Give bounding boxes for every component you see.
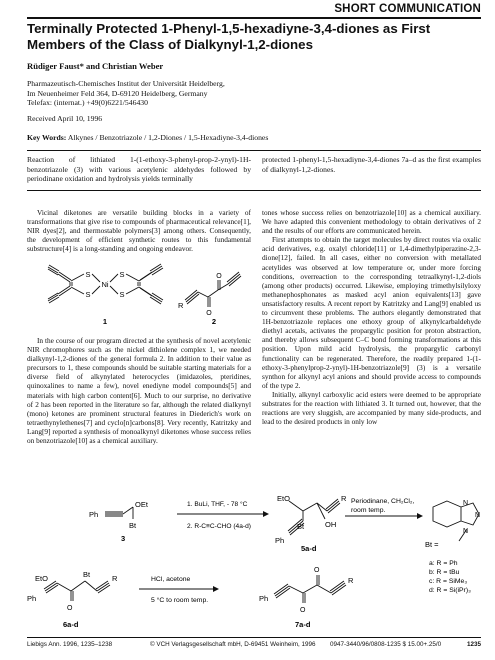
atom-ni: Ni [101,280,109,289]
body-right [262,208,481,426]
r-def-b: b: R = tBu [429,569,460,576]
step2-line2: room temp. [351,507,386,514]
group-ph: Ph [259,594,269,603]
group-oet: OEt [135,500,148,509]
step3-line1: HCl, acetone [151,576,191,583]
group-r: R [112,574,118,583]
r-def-a: a: R = Ph [429,560,458,567]
arrow-head [417,513,423,519]
atom-n: N [475,512,481,519]
atom-s: S [119,290,125,299]
page-number: 1235 [466,641,481,648]
footer-rule [27,637,481,638]
group-bt: Bt [297,522,305,531]
r-group: R [178,301,184,310]
bt-definition: Bt = [425,540,439,549]
step1-line2: 2. R-C≡C-CHO (4a-d) [187,523,251,530]
compound-label-5: 5a-d [301,544,317,553]
group-bt: Bt [83,570,91,579]
structures-1-2 [38,252,243,330]
group-ph: Ph [27,594,37,603]
footer-journal: Liebigs Ann. 1996, 1235–1238 [27,641,113,648]
arrow-head [213,586,219,592]
paragraph: tones whose success relies on benzotriazole[10] as a chemical auxiliary. We have adapted this convenient methodology to obtain derivatives of 2 and the results of our efforts are communicated herein. [262,208,481,236]
group-bt: Bt [129,521,137,530]
affiliation-line-2: Im Neuenheimer Feld 364, D-69120 Heidelberg, Germany [27,88,208,98]
article-title: Terminally Protected 1-Phenyl-1,5-hexadiyne-3,4-diones as First Members of the Class of Dialkynyl-1,2-diones [27,21,431,52]
compound-label-3: 3 [121,534,126,543]
abstract-bottom-rule [27,190,481,191]
affiliation [27,79,225,108]
keywords [27,133,268,142]
atom-s: S [85,290,91,299]
compound-label-2: 2 [211,317,217,326]
group-eto: EtO [35,574,48,583]
r-def-d: d: R = Si(iPr)₃ [429,587,471,594]
top-rule [27,17,481,19]
paragraph: Vicinal diketones are versatile building blocks in a variety of transformations that give rise to compounds of pharmaceutical relevance[1], NIR dyes[2], and thermostable polymers[3] among others. Consequently, the development of efficient synthetic routes to this fundamental substructure[4] is a long-standing and ongoing endeavor. [27,208,251,254]
authors: Rüdiger Faust* and Christian Weber [27,61,164,71]
keywords-label: Key Words: [27,133,67,142]
body-left-main [27,336,251,445]
atom-o: O [314,567,320,574]
compound-label-6: 6a-d [63,620,79,629]
reaction-scheme [27,481,487,633]
footer-issn: 0947-3440/96/0808-1235 $ 15.00+.25/0 [330,641,442,648]
atom-o: O [206,310,212,317]
atom-n: N [463,500,469,507]
abstract-right: protected 1-phenyl-1,5-hexadiyne-3,4-diones 7a–d as the first examples of dialkynyl-1,2-diones. [262,155,481,174]
paragraph: In the course of our program directed at the synthesis of novel acetylenic NIR chromophores such as the nickel dithiolene complex 1, we needed dialkynyl-1,2-diones of the general formula 2. In addition to their value as precursors to 1, these compounds should be suitable starting materials for a diverse field of alkynylated heterocycles (imidazoles, pteridines, quinoxalines to name a few), novel enediyne model compounds[5] and materials with high carbon content[6]. Much to our surprise, no derivative of 2 has been reported in the literature so far, although the related dialkynyl (mono) ketones are prominent structural features in Diederich's work on tetraethynylethenes[7] and cyclo[n]carbons[8]. Very recently, Katritzky and Lang[9] reported a synthesis of monoalkynyl diketones whose success relies on benzotriazole[10] as a chemical auxiliary. [27,336,251,446]
body-left-intro [27,208,251,253]
compound-label-1: 1 [102,317,108,326]
affiliation-line-3: Telefax: (internat.) +49(0)6221/546430 [27,98,148,108]
affiliation-line-1: Pharmazeutisch-Chemisches Institut der Universität Heidelberg, [27,79,225,88]
paragraph: First attempts to obtain the target molecules by direct routes via oxalic acid derivatives, e.g. oxalyl chloride[11] or 1,4-dimethylpiperazine-2,3-dione[12], failed. In all cases, either no conversion with metallated acetylides was observed at low temperature or, under more forcing conditions, overreaction to the corresponding tetraalkynyl-1,2-diols (among other products) occurred. Likewise, employing trimethylsilyloxy methanephosphonates as masked acyl anion equivalents[13] gave unsatisfactory results. A recent report by Katritzky and Lang[9] enabled us to circumvent these problems. The authors elegantly demonstrated that 1H-benzotriazole replaces one ethoxy group of alkynylcarbaldehyde diethyl acetals, activates the propargylic position for proton abstraction, and thereby allows subsequent C–C bond forming transformations at this position. Upon mild acid hydrolysis, the propargylic carbonyl functionality can be regenerated. Therefore, the readily prepared 1-(1-ethoxy-3-phenylprop-2-ynyl)-1H-benzotriazole[9] (3) is a versatile synthon for alkynyl acyl anions and should provide access to compounds of the type 2. [262,235,481,390]
r-def-c: c: R = SiMe₃ [429,578,468,585]
footer-publisher: © VCH Verlagsgesellschaft mbH, D-69451 Weinheim, 1996 [150,641,316,648]
atom-o: O [300,607,306,614]
arrow-head [263,511,269,517]
abstract-left: Reaction of lithiated 1-(1-ethoxy-3-phenyl-prop-2-ynyl)-1H-benzotriazole (3) with various acetylenic aldehydes followed by periodinane oxidation and hydrolysis yields terminally [27,155,251,184]
atom-s: S [85,270,91,279]
section-label: SHORT COMMUNICATION [334,3,481,15]
keywords-list: Alkynes / Benzotriazole / 1,2-Diones / 1,5-Hexadiyne-3,4-diones [67,133,269,142]
paragraph: Initially, alkynyl carboxylic acid esters were deemed to be appropriate substrates for the reaction with lithiated 3. It turned out, however, that the reactions are very sluggish, are accompanied by many side-products, and lead to the desired products in only low [262,389,481,427]
group-oh: OH [325,520,337,529]
group-ph: Ph [275,536,285,545]
group-ph: Ph [89,510,99,519]
received-date: Received April 10, 1996 [27,114,103,123]
group-eto: EtO [277,494,290,503]
atom-o: O [67,605,73,612]
atom-s: S [119,270,125,279]
compound-label-7: 7a-d [295,620,311,629]
step1-line1: 1. BuLi, THF, - 78 °C [187,501,248,508]
group-r: R [348,576,354,585]
step3-line2: 5 °C to room temp. [151,597,209,604]
group-r: R [341,494,347,503]
atom-n: N [463,528,469,535]
step2-line1: Periodinane, CH₂Cl₂, [351,498,415,505]
abstract-top-rule [27,150,481,151]
atom-o: O [216,273,222,280]
